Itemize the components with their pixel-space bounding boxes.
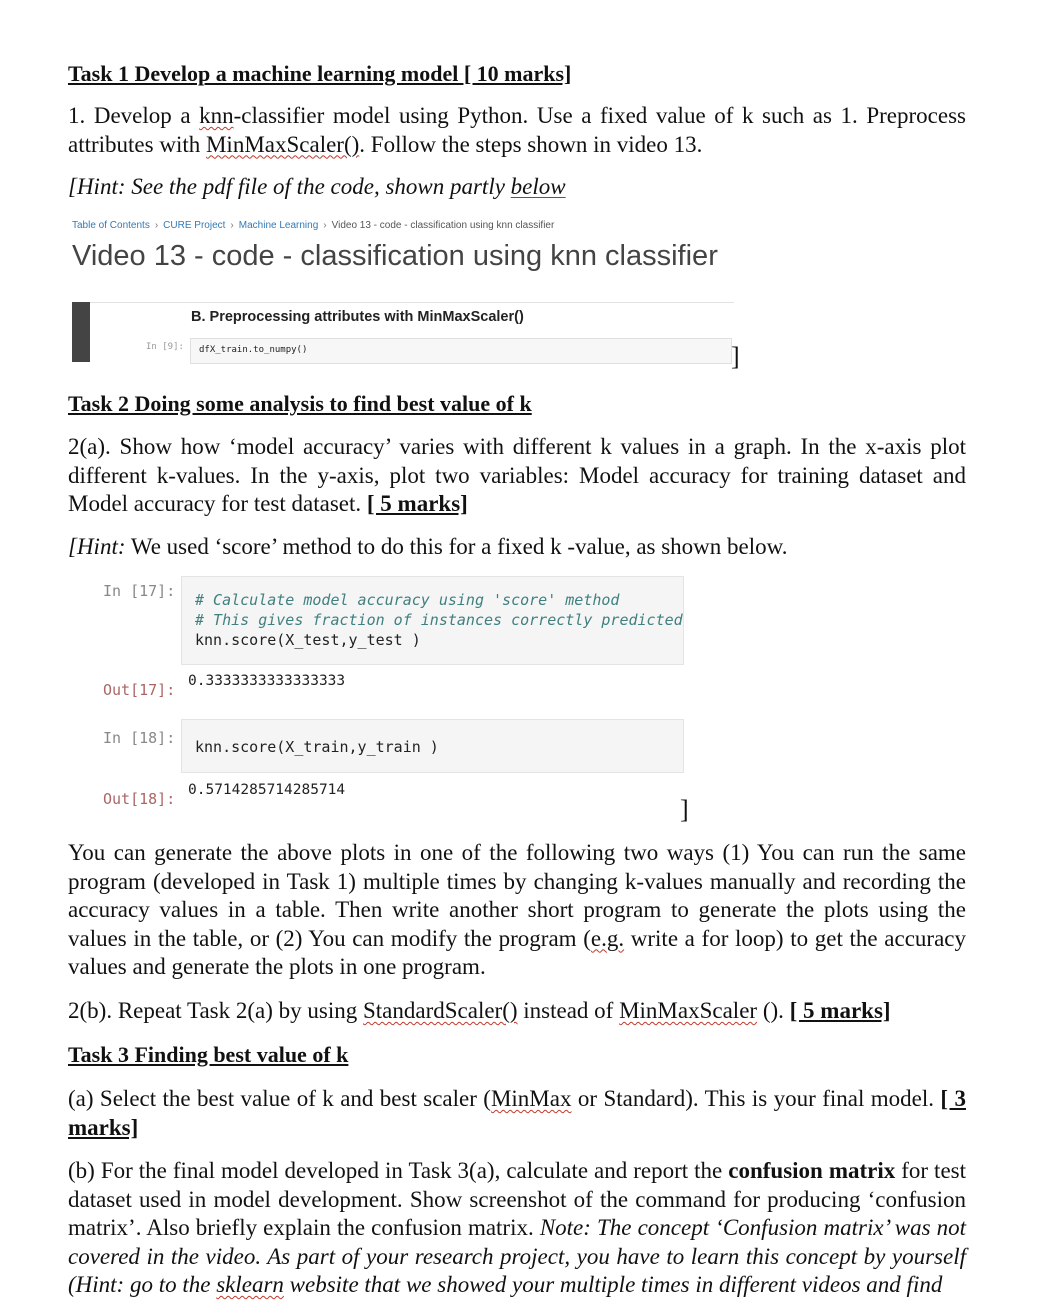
bracket: ] [731, 342, 740, 371]
output-value: 0.5714285714285714 [188, 782, 346, 798]
minmax-word: MinMax [490, 1086, 572, 1111]
breadcrumb-item-current: Video 13 - code - classification using knn classifier [331, 220, 555, 231]
breadcrumb-item-toc[interactable]: Table of Contents [72, 220, 150, 231]
marks-2b: [ 5 marks] [789, 998, 891, 1023]
breadcrumb-item-cure[interactable]: CURE Project [163, 220, 226, 231]
task1-hint: [Hint: See the pdf file of the code, shown partly below [68, 174, 566, 199]
divider [72, 302, 734, 303]
breadcrumb: Table of Contents › CURE Project › Machine Learning › Video 13 - code - classification using knn classifier [72, 220, 555, 231]
code-text: dfX_train.to_numpy() [199, 345, 308, 355]
eg-word: e.g. [590, 925, 625, 951]
cell-prompt: In [9]: [146, 342, 184, 352]
cell-prompt-out17: Out[17]: [103, 681, 176, 699]
marks-3a: [ 3 marks] [68, 1086, 966, 1140]
knn-word: knn [199, 103, 234, 128]
minmax-word: MinMaxScaler [619, 998, 758, 1023]
code-cell-in18[interactable]: knn.score(X_train,y_train ) [181, 719, 684, 773]
standard-scaler-word: StandardScaler() [362, 998, 518, 1023]
code-cell-in17[interactable]: # Calculate model accuracy using 'score' method # This gives fraction of instances correctly predicted knn.score(X_test,y_test ) [181, 576, 684, 665]
cell-prompt-in18: In [18]: [103, 729, 176, 747]
output-value: 0.3333333333333333 [188, 673, 346, 689]
cell-prompt-in17: In [17]: [103, 582, 176, 600]
task2-heading: Task 2 Doing some analysis to find best value of k [68, 391, 532, 416]
task2a-paragraph: 2(a). Show how ‘model accuracy’ varies with different k values in a graph. In the x-axis plot different k-values. In the y-axis, plot two variables: Model accuracy for training dataset and Model accuracy for test dataset. [ 5 marks] [68, 434, 966, 516]
dark-bar [72, 302, 90, 362]
breadcrumb-item-ml[interactable]: Machine Learning [238, 220, 319, 231]
video-title: Video 13 - code - classification using knn classifier [72, 240, 718, 272]
bracket: ] [680, 795, 689, 824]
minmax-scaler-word: MinMaxScaler() [205, 131, 360, 157]
task1-paragraph: 1. Develop a knn-classifier model using Python. Use a fixed value of k such as 1. Preprocess attributes with MinMaxScaler(). Follow the steps shown in video 13. [68, 103, 966, 157]
task1-heading: Task 1 Develop a machine learning model [ 10 marks] [68, 61, 572, 86]
cell-prompt-out18: Out[18]: [103, 790, 176, 808]
task2-hint: [Hint: We used ‘score’ method to do this for a fixed k -value, as shown below. [68, 534, 788, 559]
task3a-paragraph: (a) Select the best value of k and best scaler (MinMax or Standard). This is your final model. [ 3 marks] [68, 1086, 966, 1140]
code-cell[interactable] [190, 338, 732, 364]
task2b-paragraph: 2(b). Repeat Task 2(a) by using StandardScaler() instead of MinMaxScaler (). [ 5 marks] [68, 998, 891, 1023]
sklearn-word: sklearn [216, 1272, 284, 1297]
task3-heading: Task 3 Finding best value of k [68, 1042, 349, 1067]
paragraph-ways: You can generate the above plots in one of the following two ways (1) You can run the same program (developed in Task 1) multiple times by changing k-values manually and recording the accuracy values in a table. Then write another short program to generate the plots using the values in the table, or (2) You can modify the program (e.g. write a for loop) to get the accuracy values and generate the plots in one program. [68, 840, 966, 979]
below-link: below [510, 174, 566, 199]
marks-2a: [ 5 marks] [366, 491, 468, 516]
task3b-paragraph: (b) For the final model developed in Task 3(a), calculate and report the confusion matrix for test dataset used in model development. Show screenshot of the command for producing ‘confusion matrix’. Also briefly explain the confusion matrix. Note: The concept ‘Confusion matrix’ was not covered in the video. As part of your research project, you have to learn this concept by yourself (Hint: go to the sklearn website that we showed your multiple times in different videos and find [68, 1158, 966, 1297]
section-heading: B. Preprocessing attributes with MinMaxScaler() [191, 309, 524, 325]
